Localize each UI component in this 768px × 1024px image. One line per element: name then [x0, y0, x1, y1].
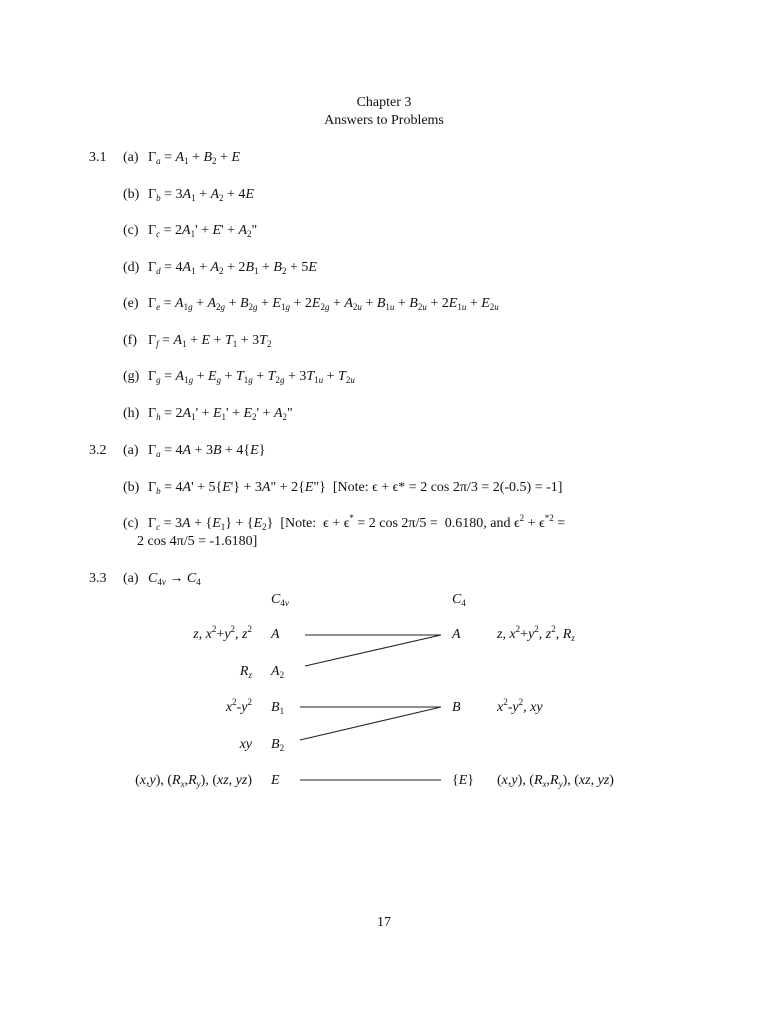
answer-3-1-e: $\Gamma_e = A_{1g} + A_{2g} + B_{2g} + E_{1g} + 2E_{2g} + A_{2u} + B_{1u} + B_{2u} + 2E_{1u} + E_{2u}$ [148, 296, 499, 312]
right-irrep: A [452, 627, 461, 642]
part-label: (f) [123, 333, 137, 348]
correlation-line [300, 707, 441, 740]
chapter-heading: Chapter 3 [356, 95, 412, 110]
left-basis: (x,y), $(R_x,R_y)$, (xz, yz) [135, 773, 252, 789]
left-irrep: A [271, 627, 280, 642]
left-basis: $R_z$ [239, 664, 252, 680]
part-label: (c) [123, 516, 139, 531]
part-label: (e) [123, 296, 139, 311]
part-label: (h) [123, 406, 140, 421]
right-basis: (x,y), $(R_x,R_y)$, (xz, yz) [497, 773, 614, 789]
right-basis: z, $x^2+y^2$, $z^2$, $R_z$ [497, 624, 575, 643]
part-label: (b) [123, 480, 140, 495]
left-basis: $x^2-y^2$ [225, 697, 252, 715]
part-label: (a) [123, 571, 139, 586]
left-irrep: $B_2$ [271, 737, 285, 753]
right-basis: $x^2-y^2$, xy [497, 697, 543, 715]
part-label: (a) [123, 443, 139, 458]
answer-3-1-d: $\Gamma_d = 4A_1 + A_2 + 2B_1 + B_2 + 5E$ [148, 260, 317, 276]
correlation-title: $C_{4v} \to C_4$ [148, 571, 201, 587]
answer-3-1-f: $\Gamma_f = A_1 + E + T_1 + 3T_2$ [148, 333, 272, 349]
note-3-2-b: [Note: ϵ + ϵ* = 2 cos 2π/3 = 2(-0.5) = -1] [332, 480, 563, 495]
answer-3-1-b: $\Gamma_b = 3A_1 + A_2 + 4E$ [148, 187, 254, 203]
right-group-heading: $C_4$ [452, 592, 466, 608]
left-basis: z, $x^2+y^2$, $z^2$ [193, 624, 252, 642]
part-label: (d) [123, 260, 140, 275]
right-irrep: B [452, 700, 461, 715]
left-basis: xy [239, 737, 252, 752]
problem-number: 3.3 [89, 571, 107, 586]
answer-3-2-c: $\Gamma_c = 3A + \{E_1\} + \{E_2\}$ [Note: ϵ + ϵ* = 2 cos 2π/5 = 0.6180, and $\epsilon^2 + \epsilon^{*2}$ = [148, 513, 566, 532]
answer-3-1-a: $\Gamma_a = A_1 + B_2 + E$ [148, 150, 240, 166]
part-label: (a) [123, 150, 139, 165]
answer-3-1-c: $\Gamma_c = 2A_1' + E' + A_2$" [148, 223, 258, 239]
part-label: (g) [123, 369, 140, 384]
problem-number: 3.1 [89, 150, 107, 165]
answer-3-1-g: $\Gamma_g = A_{1g} + E_g + T_{1g} + T_{2g} + 3T_{1u} + T_{2u}$ [148, 369, 355, 385]
correlation-line [305, 635, 441, 666]
part-label: (c) [123, 223, 139, 238]
answer-3-2-b: $\Gamma_b = 4A' + 5\{E'\} + 3A$" + 2{E"} [Note: ϵ + ϵ* = 2 cos 2π/3 = 2(-0.5) = -1] [148, 480, 563, 496]
page-subtitle: Answers to Problems [324, 113, 444, 128]
left-irrep: $A_2$ [271, 664, 285, 680]
left-irrep: $B_1$ [271, 700, 285, 716]
left-group-heading: $C_{4v}$ [271, 592, 289, 608]
page-number: 17 [377, 915, 391, 930]
problem-number: 3.2 [89, 443, 107, 458]
part-label: (b) [123, 187, 140, 202]
answer-3-1-h: $\Gamma_h = 2A_1' + E_1' + E_2' + A_2$" [148, 406, 293, 422]
note-3-2-c-continued: 2 cos 4π/5 = -1.6180] [137, 534, 258, 549]
left-irrep: E [271, 773, 280, 788]
answer-3-2-a: $\Gamma_a = 4A + 3B + 4\{E\}$ [148, 443, 266, 459]
right-irrep: {E} [452, 773, 475, 788]
